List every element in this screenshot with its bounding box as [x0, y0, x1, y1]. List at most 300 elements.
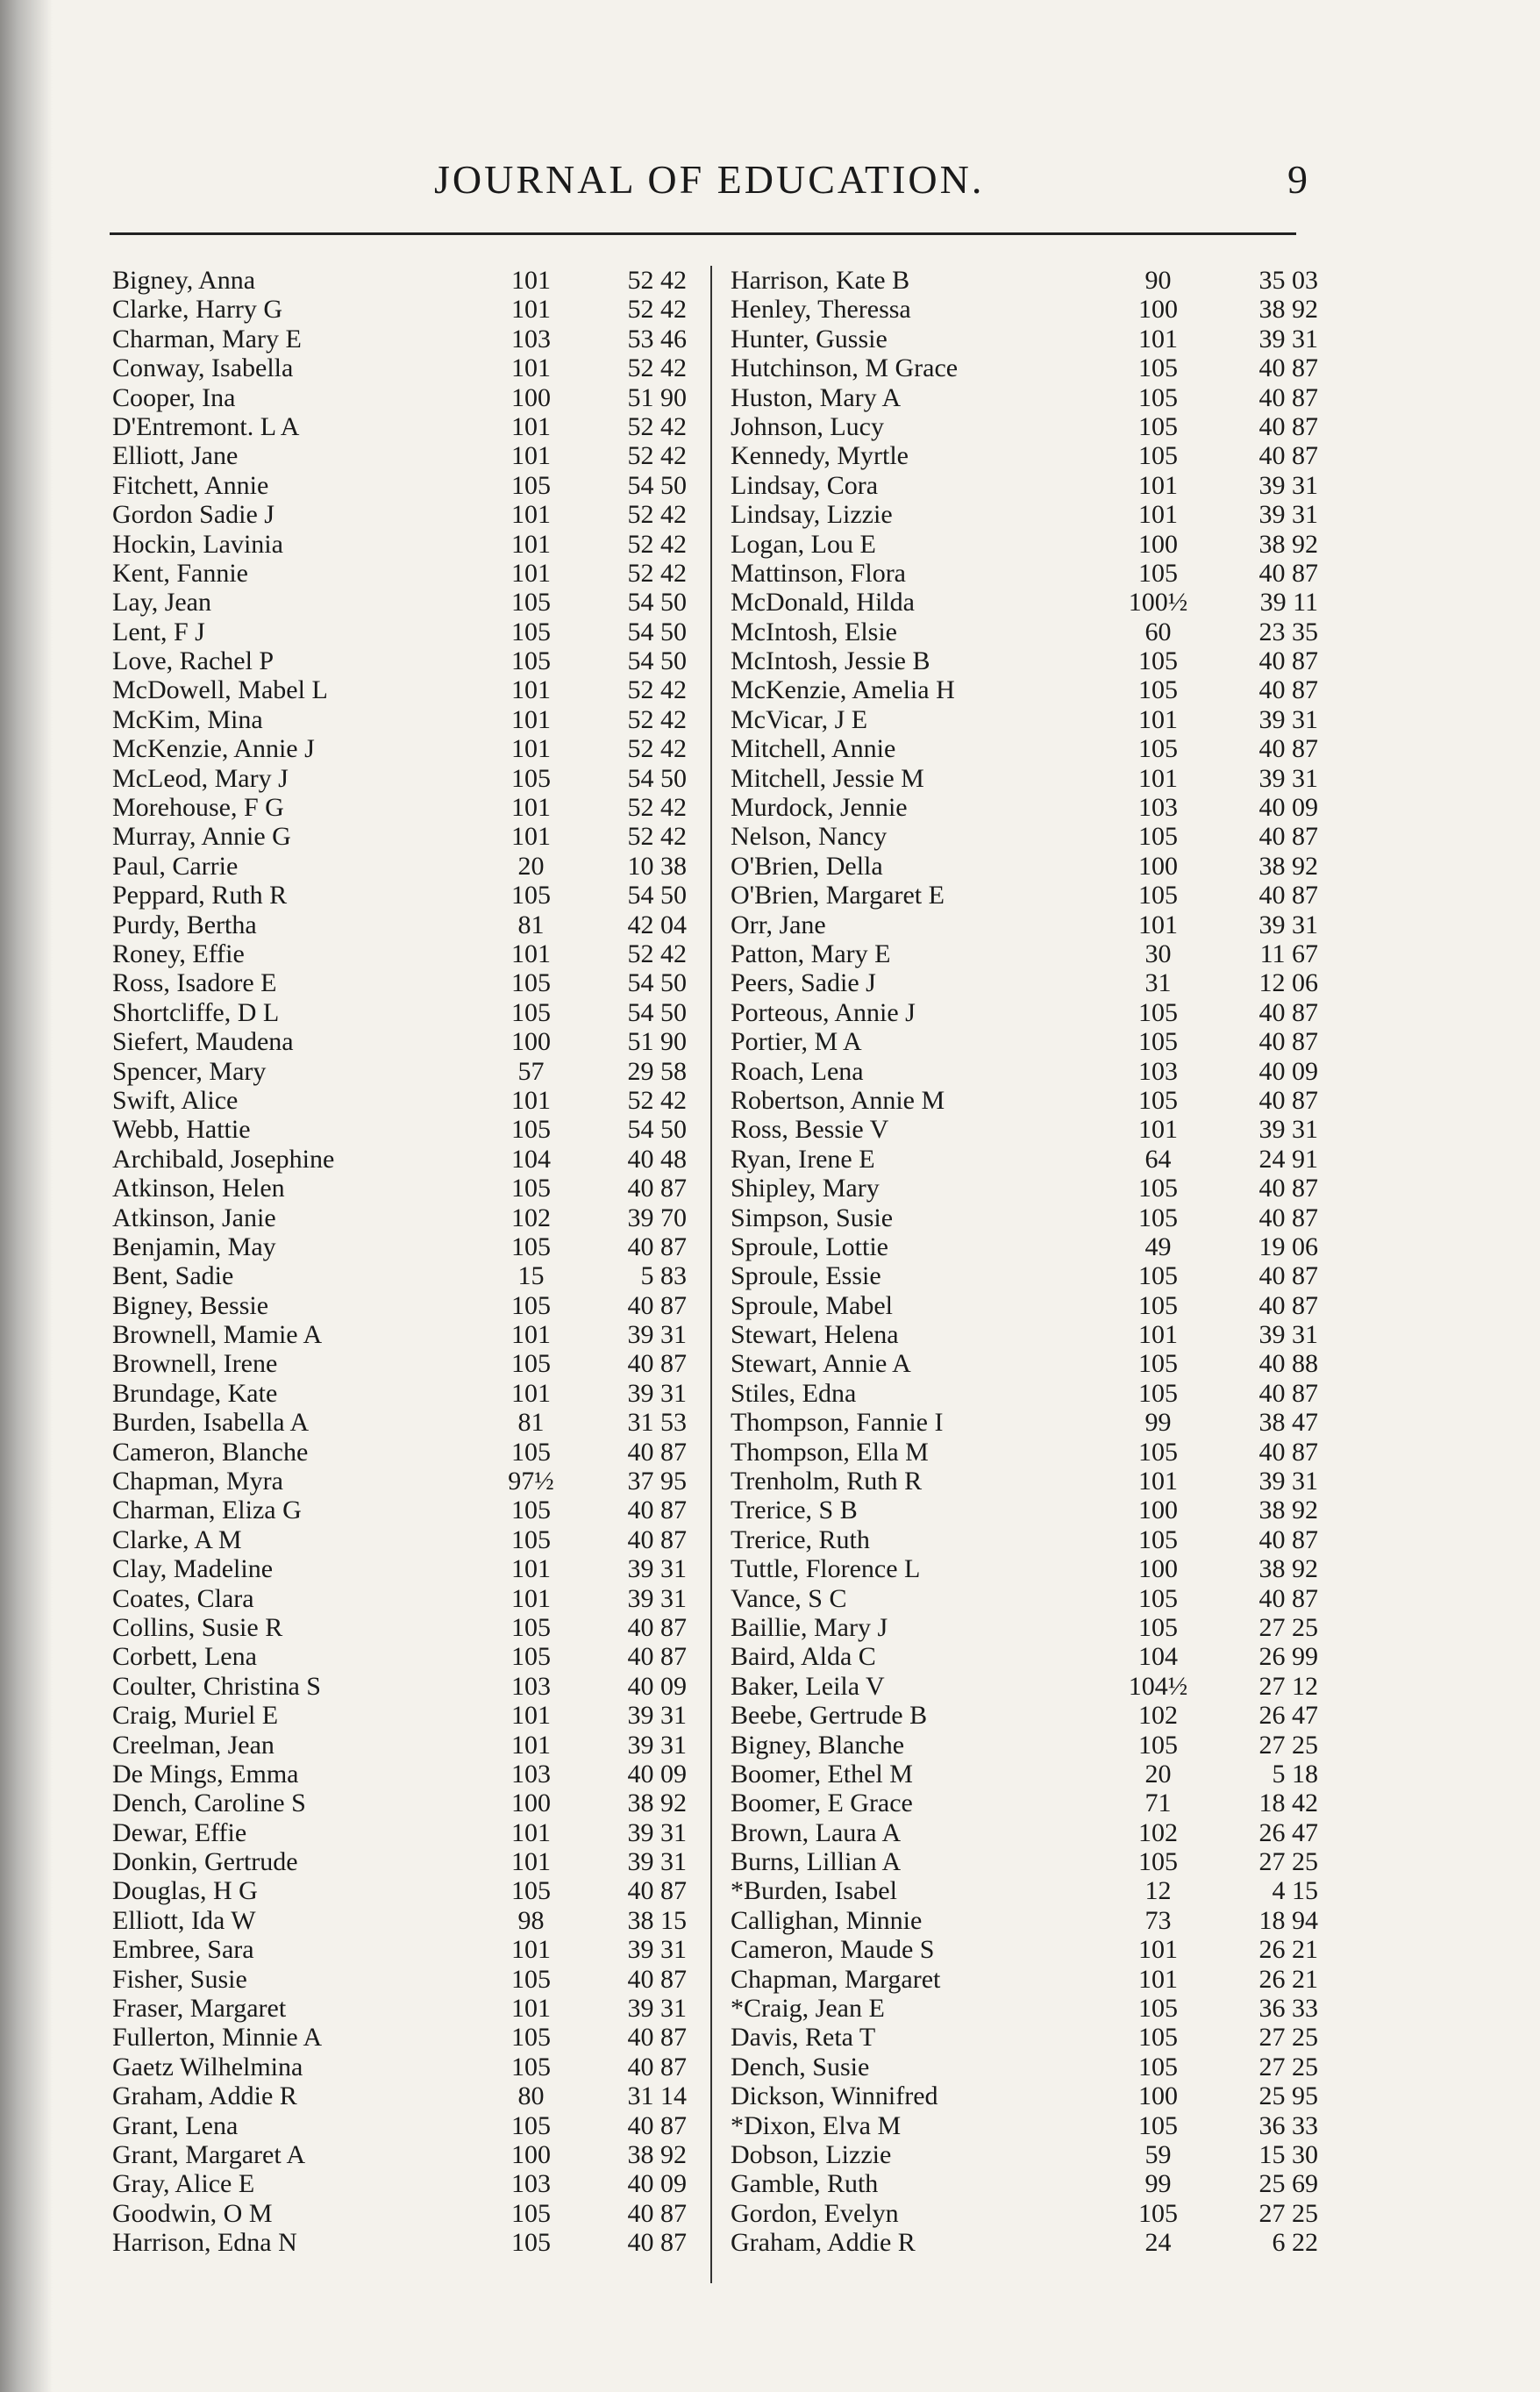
- table-row: [112, 267, 691, 295]
- teacher-name: Beebe, Gertrude B: [731, 1702, 928, 1731]
- table-row: [112, 2024, 691, 2052]
- amount: 40 87: [1258, 734, 1318, 764]
- table-row: [731, 531, 1327, 559]
- table-row: [112, 1380, 691, 1408]
- teacher-name: Portier, M A: [731, 1028, 862, 1057]
- days-count: 105: [511, 997, 551, 1027]
- amount: 52 42: [627, 1085, 687, 1115]
- amount: 40 09: [627, 1671, 687, 1701]
- amount: 52 42: [627, 353, 687, 383]
- teacher-name: Hunter, Gussie: [731, 325, 888, 353]
- table-row: [112, 1819, 691, 1847]
- amount: 52 42: [627, 500, 687, 530]
- days-count: 105: [1138, 734, 1178, 764]
- amount: 40 48: [627, 1144, 687, 1174]
- days-count: 105: [511, 2052, 551, 2081]
- amount: 25 69: [1258, 2169, 1318, 2199]
- table-row: [731, 1995, 1327, 2023]
- teacher-name: *Burden, Isabel: [731, 1877, 897, 1906]
- table-row: [112, 1907, 691, 1935]
- teacher-name: Ross, Bessie V: [731, 1116, 889, 1145]
- days-count: 105: [1138, 822, 1178, 852]
- amount: 40 87: [1258, 881, 1318, 910]
- days-count: 64: [1144, 1144, 1172, 1174]
- teacher-name: Brown, Laura A: [731, 1818, 902, 1847]
- amount: 40 87: [1258, 675, 1318, 705]
- table-row: [731, 1585, 1327, 1613]
- table-row: [112, 2082, 691, 2110]
- days-count: 100½: [1128, 588, 1188, 618]
- days-count: 101: [1138, 704, 1178, 734]
- table-row: [112, 1673, 691, 1701]
- days-count: 100: [1138, 1496, 1178, 1525]
- days-count: 49: [1144, 1232, 1172, 1261]
- table-row: [112, 1526, 691, 1554]
- amount: 40 87: [627, 2110, 687, 2140]
- amount: 5 18: [1272, 1759, 1318, 1789]
- amount: 11 67: [1259, 939, 1318, 968]
- teacher-name: Hockin, Lavinia: [112, 530, 283, 559]
- table-row: [731, 296, 1327, 324]
- table-row: [731, 2141, 1327, 2169]
- teacher-name: Webb, Hattie: [112, 1116, 251, 1145]
- teacher-name: *Craig, Jean E: [731, 1995, 885, 2024]
- teacher-name: Thompson, Ella M: [731, 1438, 929, 1467]
- table-row: [731, 794, 1327, 822]
- amount: 40 87: [1258, 1261, 1318, 1291]
- teacher-name: Sproule, Mabel: [731, 1291, 893, 1320]
- teacher-name: McIntosh, Elsie: [731, 618, 897, 646]
- amount: 40 87: [627, 1642, 687, 1672]
- teacher-name: Bent, Sadie: [112, 1262, 234, 1291]
- days-count: 103: [511, 1759, 551, 1789]
- days-count: 105: [511, 2228, 551, 2258]
- days-count: 105: [1138, 1847, 1178, 1877]
- teacher-name: Atkinson, Helen: [112, 1175, 285, 1203]
- days-count: 105: [1138, 441, 1178, 471]
- table-row: [112, 1995, 691, 2023]
- table-row: [112, 472, 691, 500]
- amount: 26 47: [1258, 1817, 1318, 1847]
- table-row: [731, 706, 1327, 734]
- amount: 54 50: [627, 470, 687, 500]
- table-row: [112, 1467, 691, 1496]
- amount: 39 31: [627, 1730, 687, 1760]
- teacher-name: Swift, Alice: [112, 1086, 239, 1115]
- amount: 54 50: [627, 646, 687, 676]
- teacher-name: Patton, Mary E: [731, 939, 891, 968]
- table-row: [731, 2082, 1327, 2110]
- teacher-name: Robertson, Annie M: [731, 1086, 945, 1115]
- table-row: [731, 1702, 1327, 1730]
- table-row: [112, 1175, 691, 1203]
- days-count: 105: [1138, 1378, 1178, 1408]
- table-row: [731, 501, 1327, 529]
- days-count: 101: [511, 675, 551, 705]
- amount: 52 42: [627, 704, 687, 734]
- amount: 39 31: [627, 1847, 687, 1877]
- table-row: [731, 1467, 1327, 1496]
- table-row: [731, 2053, 1327, 2081]
- amount: 40 09: [627, 2169, 687, 2199]
- teacher-name: Gaetz Wilhelmina: [112, 2053, 303, 2081]
- table-row: [112, 1555, 691, 1583]
- amount: 54 50: [627, 997, 687, 1027]
- amount: 40 09: [1258, 1056, 1318, 1086]
- days-count: 81: [517, 910, 545, 939]
- days-count: 100: [511, 382, 551, 412]
- amount: 40 87: [1258, 441, 1318, 471]
- amount: 40 87: [1258, 1290, 1318, 1320]
- teacher-name: Burden, Isabella A: [112, 1409, 310, 1438]
- amount: 51 90: [627, 382, 687, 412]
- amount: 52 42: [627, 734, 687, 764]
- amount: 40 87: [627, 1437, 687, 1467]
- teacher-name: Archibald, Josephine: [112, 1145, 335, 1174]
- teacher-name: Peers, Sadie J: [731, 969, 876, 998]
- days-count: 101: [511, 1378, 551, 1408]
- days-count: 105: [1138, 2052, 1178, 2081]
- teacher-name: Brundage, Kate: [112, 1379, 278, 1408]
- amount: 54 50: [627, 617, 687, 646]
- amount: 36 33: [1258, 2110, 1318, 2140]
- page-header: [0, 156, 1540, 209]
- days-count: 105: [1138, 1994, 1178, 2024]
- teacher-name: McKenzie, Annie J: [112, 735, 315, 764]
- days-count: 105: [1138, 1437, 1178, 1467]
- scan-edge-shadow: [0, 0, 53, 2392]
- teacher-name: Simpson, Susie: [731, 1203, 894, 1232]
- teacher-name: Gordon, Evelyn: [731, 2199, 899, 2228]
- amount: 40 87: [627, 1290, 687, 1320]
- amount: 38 92: [627, 1789, 687, 1818]
- amount: 40 87: [627, 2052, 687, 2081]
- table-row: [731, 618, 1327, 646]
- table-row: [112, 1439, 691, 1467]
- amount: 40 87: [1258, 1085, 1318, 1115]
- days-count: 105: [511, 1349, 551, 1379]
- days-count: 101: [511, 1320, 551, 1350]
- days-count: 102: [1138, 1817, 1178, 1847]
- table-row: [112, 1702, 691, 1730]
- table-row: [112, 940, 691, 968]
- teacher-name: Trenholm, Ruth R: [731, 1467, 923, 1496]
- days-count: 60: [1144, 617, 1172, 646]
- amount: 52 42: [627, 266, 687, 295]
- teacher-name: Mattinson, Flora: [731, 559, 906, 588]
- table-row: [112, 1292, 691, 1320]
- days-count: 90: [1144, 266, 1172, 295]
- teacher-name: Roach, Lena: [731, 1057, 864, 1086]
- left-column: [112, 267, 691, 2258]
- days-count: 105: [511, 588, 551, 618]
- days-count: 104: [1138, 1642, 1178, 1672]
- table-row: [112, 647, 691, 675]
- teacher-name: D'Entremont. L A: [112, 412, 300, 441]
- days-count: 105: [1138, 881, 1178, 910]
- table-row: [731, 999, 1327, 1027]
- table-row: [112, 531, 691, 559]
- days-count: 103: [511, 1671, 551, 1701]
- teacher-name: Dickson, Winnifred: [731, 2082, 938, 2111]
- table-row: [731, 1058, 1327, 1086]
- table-row: [112, 1204, 691, 1232]
- days-count: 101: [1138, 1467, 1178, 1496]
- amount: 10 38: [627, 851, 687, 881]
- amount: 54 50: [627, 1115, 687, 1145]
- days-count: 101: [1138, 500, 1178, 530]
- table-row: [731, 1526, 1327, 1554]
- teacher-name: Peppard, Ruth R: [112, 882, 288, 910]
- days-count: 105: [1138, 997, 1178, 1027]
- teacher-name: Stewart, Annie A: [731, 1350, 911, 1379]
- days-count: 80: [517, 2081, 545, 2111]
- days-count: 30: [1144, 939, 1172, 968]
- amount: 38 92: [1258, 529, 1318, 559]
- table-row: [112, 1321, 691, 1349]
- amount: 39 31: [627, 1994, 687, 2024]
- table-row: [112, 1496, 691, 1524]
- running-title: JOURNAL OF EDUCATION.: [434, 157, 985, 202]
- teacher-name: Boomer, E Grace: [731, 1789, 913, 1818]
- amount: 39 31: [627, 1817, 687, 1847]
- days-count: 101: [511, 1554, 551, 1584]
- teacher-name: Douglas, H G: [112, 1877, 258, 1906]
- teacher-name: Lay, Jean: [112, 589, 211, 618]
- days-count: 105: [1138, 2023, 1178, 2053]
- amount: 38 15: [627, 1905, 687, 1935]
- amount: 19 06: [1258, 1232, 1318, 1261]
- table-row: [112, 354, 691, 382]
- days-count: 105: [1138, 382, 1178, 412]
- days-count: 20: [1144, 1759, 1172, 1789]
- table-row: [112, 589, 691, 617]
- days-count: 101: [511, 1817, 551, 1847]
- amount: 40 87: [627, 1524, 687, 1554]
- amount: 40 87: [627, 1232, 687, 1261]
- column-divider: [710, 266, 712, 2283]
- amount: 23 35: [1258, 617, 1318, 646]
- days-count: 101: [1138, 910, 1178, 939]
- teacher-name: Craig, Muriel E: [112, 1702, 279, 1731]
- amount: 52 42: [627, 939, 687, 968]
- amount: 40 87: [627, 1349, 687, 1379]
- days-count: 100: [1138, 529, 1178, 559]
- days-count: 99: [1144, 2169, 1172, 2199]
- days-count: 101: [511, 529, 551, 559]
- table-row: [112, 442, 691, 470]
- days-count: 105: [511, 1496, 551, 1525]
- days-count: 100: [511, 1789, 551, 1818]
- days-count: 101: [511, 266, 551, 295]
- days-count: 105: [1138, 1349, 1178, 1379]
- header-rule: [110, 232, 1296, 235]
- amount: 37 95: [627, 1467, 687, 1496]
- teacher-name: Davis, Reta T: [731, 2024, 876, 2053]
- teacher-name: Graham, Addie R: [112, 2082, 297, 2111]
- amount: 39 31: [627, 1320, 687, 1350]
- teacher-name: McDonald, Hilda: [731, 589, 915, 618]
- teacher-name: Dench, Caroline S: [112, 1789, 306, 1818]
- amount: 27 25: [1258, 1730, 1318, 1760]
- amount: 12 06: [1258, 968, 1318, 998]
- teacher-name: Boomer, Ethel M: [731, 1760, 913, 1789]
- days-count: 100: [511, 1027, 551, 1057]
- days-count: 100: [1138, 295, 1178, 325]
- days-count: 105: [1138, 1261, 1178, 1291]
- table-row: [731, 2200, 1327, 2228]
- teacher-name: Murdock, Jennie: [731, 794, 908, 823]
- table-row: [112, 911, 691, 939]
- table-row: [731, 1673, 1327, 1701]
- teacher-name: Collins, Susie R: [112, 1613, 283, 1642]
- teacher-name: Cameron, Blanche: [112, 1438, 309, 1467]
- days-count: 105: [511, 2198, 551, 2228]
- days-count: 101: [511, 411, 551, 441]
- amount: 40 87: [1258, 1583, 1318, 1613]
- amount: 39 31: [1258, 1320, 1318, 1350]
- days-count: 105: [1138, 1203, 1178, 1232]
- table-row: [112, 384, 691, 412]
- teacher-name: Hutchinson, M Grace: [731, 354, 959, 383]
- teacher-name: Grant, Lena: [112, 2111, 239, 2140]
- table-row: [112, 2141, 691, 2169]
- table-row: [112, 1789, 691, 1817]
- table-row: [731, 1292, 1327, 1320]
- amount: 54 50: [627, 763, 687, 793]
- days-count: 105: [1138, 1027, 1178, 1057]
- teacher-name: Roney, Effie: [112, 939, 245, 968]
- days-count: 105: [1138, 675, 1178, 705]
- table-row: [731, 1146, 1327, 1174]
- teacher-name: Murray, Annie G: [112, 823, 291, 852]
- teacher-name: De Mings, Emma: [112, 1760, 299, 1789]
- days-count: 105: [511, 617, 551, 646]
- amount: 39 31: [627, 1935, 687, 1965]
- teacher-name: Conway, Isabella: [112, 354, 294, 383]
- amount: 52 42: [627, 441, 687, 471]
- teacher-name: Ryan, Irene E: [731, 1145, 875, 1174]
- amount: 27 12: [1258, 1671, 1318, 1701]
- amount: 52 42: [627, 295, 687, 325]
- amount: 40 87: [627, 2228, 687, 2258]
- teacher-name: Lent, F J: [112, 618, 205, 646]
- table-row: [731, 2112, 1327, 2140]
- days-count: 105: [511, 763, 551, 793]
- teacher-name: Purdy, Bertha: [112, 910, 257, 939]
- table-row: [112, 1848, 691, 1876]
- table-row: [112, 1877, 691, 1905]
- amount: 40 87: [1258, 1027, 1318, 1057]
- teacher-name: Vance, S C: [731, 1584, 847, 1613]
- days-count: 101: [511, 734, 551, 764]
- days-count: 101: [511, 1701, 551, 1731]
- teacher-name: Baird, Alda C: [731, 1643, 876, 1672]
- amount: 52 42: [627, 558, 687, 588]
- amount: 38 92: [1258, 1496, 1318, 1525]
- table-row: [112, 999, 691, 1027]
- table-row: [731, 1966, 1327, 1994]
- days-count: 105: [1138, 558, 1178, 588]
- teacher-name: Fullerton, Minnie A: [112, 2024, 323, 2053]
- days-count: 101: [511, 353, 551, 383]
- days-count: 105: [1138, 1524, 1178, 1554]
- days-count: 104: [511, 1144, 551, 1174]
- table-row: [731, 589, 1327, 617]
- teacher-name: Paul, Carrie: [112, 852, 239, 881]
- table-row: [731, 472, 1327, 500]
- amount: 40 09: [1258, 793, 1318, 823]
- table-row: [731, 354, 1327, 382]
- table-row: [731, 823, 1327, 851]
- table-row: [731, 413, 1327, 441]
- table-row: [112, 1350, 691, 1378]
- teacher-name: Clarke, A M: [112, 1525, 242, 1554]
- days-count: 105: [1138, 2110, 1178, 2140]
- teacher-name: Love, Rachel P: [112, 647, 274, 676]
- teacher-name: Bigney, Anna: [112, 267, 256, 295]
- days-count: 101: [1138, 470, 1178, 500]
- days-count: 24: [1144, 2228, 1172, 2258]
- teacher-name: Creelman, Jean: [112, 1731, 274, 1760]
- table-row: [731, 1614, 1327, 1642]
- table-row: [112, 1058, 691, 1086]
- teacher-name: Embree, Sara: [112, 1936, 254, 1965]
- teacher-name: Harrison, Edna N: [112, 2229, 297, 2258]
- amount: 26 21: [1258, 1964, 1318, 1994]
- amount: 52 42: [627, 675, 687, 705]
- table-row: [731, 940, 1327, 968]
- days-count: 101: [1138, 763, 1178, 793]
- days-count: 105: [1138, 1085, 1178, 1115]
- teacher-name: Chapman, Margaret: [731, 1965, 941, 1994]
- teacher-name: Siefert, Maudena: [112, 1028, 294, 1057]
- table-row: [731, 1204, 1327, 1232]
- teacher-name: Dewar, Effie: [112, 1818, 247, 1847]
- amount: 40 87: [627, 1174, 687, 1203]
- table-row: [731, 911, 1327, 939]
- teacher-name: Nelson, Nancy: [731, 823, 888, 852]
- table-row: [731, 1321, 1327, 1349]
- days-count: 101: [1138, 1964, 1178, 1994]
- teacher-name: O'Brien, Della: [731, 852, 883, 881]
- days-count: 105: [1138, 1290, 1178, 1320]
- amount: 27 25: [1258, 2023, 1318, 2053]
- teacher-name: Gray, Alice E: [112, 2170, 255, 2199]
- teacher-name: Sproule, Lottie: [731, 1232, 888, 1261]
- days-count: 101: [511, 558, 551, 588]
- table-row: [112, 1087, 691, 1115]
- teacher-name: Sproule, Essie: [731, 1262, 881, 1291]
- teacher-name: McKenzie, Amelia H: [731, 676, 955, 705]
- teacher-name: Elliott, Ida W: [112, 1906, 256, 1935]
- amount: 38 92: [1258, 851, 1318, 881]
- teacher-name: Dench, Susie: [731, 2053, 870, 2081]
- teacher-name: Chapman, Myra: [112, 1467, 283, 1496]
- teacher-name: Callighan, Minnie: [731, 1906, 923, 1935]
- table-row: [112, 1936, 691, 1964]
- teacher-name: Morehouse, F G: [112, 794, 284, 823]
- days-count: 105: [511, 968, 551, 998]
- amount: 26 47: [1258, 1701, 1318, 1731]
- amount: 42 04: [627, 910, 687, 939]
- teacher-name: Graham, Addie R: [731, 2229, 916, 2258]
- table-row: [112, 1262, 691, 1290]
- days-count: 104½: [1128, 1671, 1188, 1701]
- amount: 18 42: [1258, 1789, 1318, 1818]
- table-row: [112, 969, 691, 997]
- table-row: [731, 2024, 1327, 2052]
